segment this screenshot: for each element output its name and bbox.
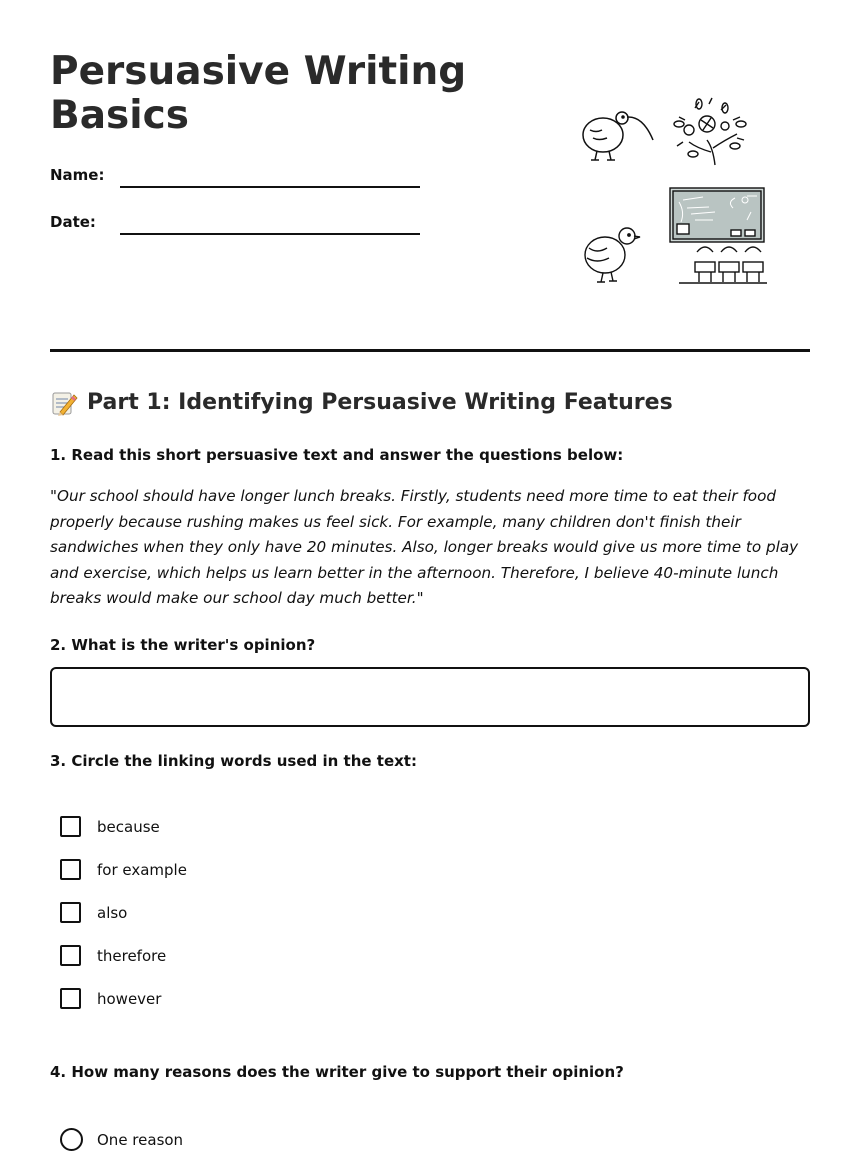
question-2: 2. What is the writer's opinion?: [50, 636, 316, 654]
reason-option[interactable]: [60, 1128, 183, 1151]
linking-word-option[interactable]: [60, 988, 161, 1009]
name-field[interactable]: [120, 186, 420, 188]
option-label: therefore: [97, 946, 167, 965]
classroom-board-icon: [670, 188, 767, 283]
page-title: Persuasive Writing Basics: [50, 49, 467, 138]
option-label: because: [97, 817, 160, 836]
checkbox[interactable]: [60, 945, 81, 966]
memo-pencil-icon: [50, 388, 78, 416]
date-field[interactable]: [120, 233, 420, 235]
checkbox[interactable]: [60, 988, 81, 1009]
linking-word-option[interactable]: [60, 902, 127, 923]
section-divider: [50, 349, 810, 352]
linking-word-option[interactable]: [60, 816, 160, 837]
chick-icon: [585, 228, 640, 282]
checkbox[interactable]: [60, 902, 81, 923]
persuasive-passage: "Our school should have longer lunch breaks. Firstly, students need more time to eat their food properly because rushing makes us feel sick. For example, many children don't finish their sandwiches when they only have 20 minutes. Also, longer breaks would give us more time to play and exercise, which helps us learn better in the afternoon. Therefore, I believe 40-minute lunch breaks would make our school day much better.": [50, 487, 799, 608]
option-label: for example: [97, 860, 187, 879]
illustrations: [575, 90, 775, 290]
question-3: 3. Circle the linking words used in the text:: [50, 752, 417, 770]
part1-heading-text: Part 1: Identifying Persuasive Writing Features: [87, 389, 673, 415]
linking-word-option[interactable]: [60, 945, 166, 966]
option-label: however: [97, 989, 162, 1008]
question-4: 4. How many reasons does the writer give to support their opinion?: [50, 1063, 624, 1081]
option-label: One reason: [97, 1130, 184, 1149]
option-label: also: [97, 903, 128, 922]
kiwi-bird-icon: [583, 112, 653, 160]
linking-word-option[interactable]: [60, 859, 187, 880]
checkbox[interactable]: [60, 816, 81, 837]
name-label: Name:: [50, 166, 105, 184]
flowering-branch-icon: [674, 98, 746, 165]
checkbox[interactable]: [60, 859, 81, 880]
radio-button[interactable]: [60, 1128, 83, 1151]
opinion-answer-input[interactable]: [50, 667, 810, 727]
date-label: Date:: [50, 213, 96, 231]
part1-heading: [50, 388, 673, 416]
question-1: 1. Read this short persuasive text and answer the questions below:: [50, 446, 624, 464]
